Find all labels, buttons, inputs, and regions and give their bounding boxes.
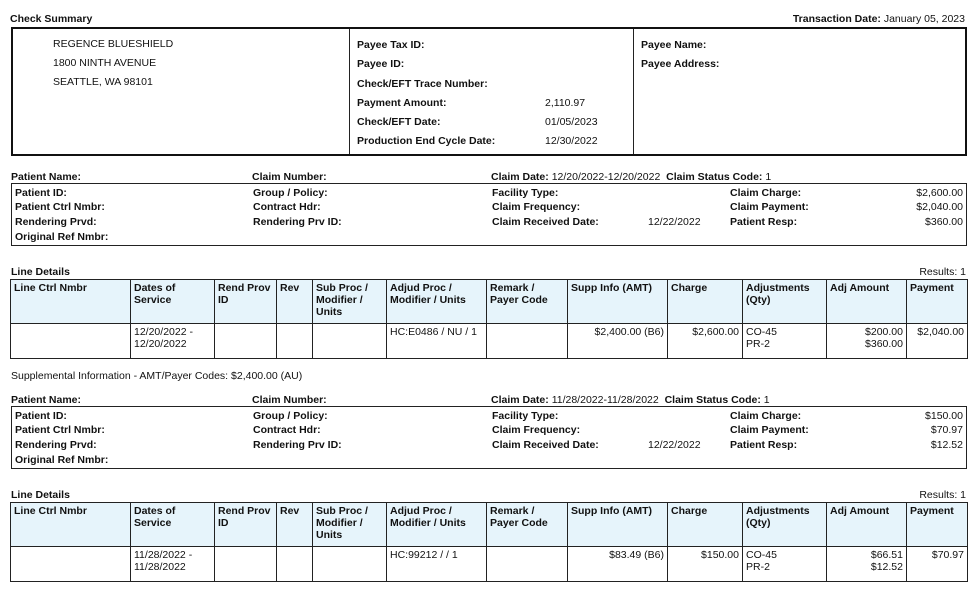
cell-adjud-proc: HC:99212 / / 1 bbox=[387, 547, 487, 582]
date-from: 12/20/2022 - bbox=[134, 326, 193, 338]
patient-id-label: Patient ID: bbox=[15, 187, 67, 199]
cell-adjustments bbox=[743, 547, 827, 582]
line-details-table bbox=[10, 279, 968, 359]
claim-received-value: 12/22/2022 bbox=[648, 439, 701, 451]
col-adj-amount: Adj Amount bbox=[827, 503, 907, 547]
patient-id-label: Patient ID: bbox=[15, 410, 67, 422]
payment-amount-label: Payment Amount: bbox=[357, 97, 447, 109]
claim-received-value: 12/22/2022 bbox=[648, 216, 701, 228]
adj-code-2: PR-2 bbox=[746, 338, 770, 350]
claim-status-value: 1 bbox=[763, 394, 770, 406]
col-sub-proc: Sub Proc / Modifier / Units bbox=[313, 503, 387, 547]
facility-type-label: Facility Type: bbox=[492, 187, 559, 199]
patient-name-label: Patient Name: bbox=[11, 394, 82, 406]
line-details-title: Line Details bbox=[11, 266, 70, 278]
facility-type-label: Facility Type: bbox=[492, 410, 559, 422]
claim-info-box bbox=[11, 406, 967, 469]
patient-ctrl-label: Patient Ctrl Nmbr: bbox=[15, 201, 105, 213]
date-to: 11/28/2022 bbox=[134, 561, 186, 573]
payer-address-1: 1800 NINTH AVENUE bbox=[53, 57, 157, 69]
payer-address-2: SEATTLE, WA 98101 bbox=[53, 76, 153, 88]
col-rev: Rev bbox=[277, 280, 313, 324]
col-line-ctrl: Line Ctrl Nmbr bbox=[11, 503, 131, 547]
col-rev: Rev bbox=[277, 503, 313, 547]
payee-address-label: Payee Address: bbox=[641, 58, 720, 70]
cell-payment: $70.97 bbox=[907, 547, 968, 582]
transaction-date bbox=[793, 13, 965, 25]
col-rend-prov: Rend Prov ID bbox=[215, 503, 277, 547]
claim-status-value: 1 bbox=[765, 171, 772, 183]
claim-number-label: Claim Number: bbox=[252, 394, 327, 406]
payee-id-label: Payee ID: bbox=[357, 58, 405, 70]
claim-status-label: Claim Status Code: bbox=[666, 171, 763, 183]
cell-charge: $150.00 bbox=[668, 547, 743, 582]
cell-rev bbox=[277, 547, 313, 582]
line-details-table bbox=[10, 502, 968, 582]
contract-hdr-label: Contract Hdr: bbox=[253, 201, 321, 213]
adj-amount-1: $66.51 bbox=[870, 549, 903, 561]
table-header-row bbox=[11, 503, 968, 547]
col-charge: Charge bbox=[668, 503, 743, 547]
claim-payment-value: $70.97 bbox=[930, 424, 963, 436]
cycle-date-label: Production End Cycle Date: bbox=[357, 135, 496, 147]
col-adjustments: Adjustments (Qty) bbox=[743, 503, 827, 547]
adj-amount-2: $360.00 bbox=[865, 338, 903, 350]
claim-frequency-label: Claim Frequency: bbox=[492, 201, 581, 213]
table-header-row bbox=[11, 280, 968, 324]
adj-code-1: CO-45 bbox=[746, 326, 777, 338]
transaction-date-label: Transaction Date: bbox=[792, 13, 881, 25]
claim-date-label: Claim Date: bbox=[491, 171, 549, 183]
rendering-prvd-label: Rendering Prvd: bbox=[15, 439, 97, 451]
patient-ctrl-label: Patient Ctrl Nmbr: bbox=[15, 424, 105, 436]
cell-sub-proc bbox=[313, 547, 387, 582]
claim-date-value: 12/20/2022-12/20/2022 bbox=[551, 171, 661, 183]
col-payment: Payment bbox=[907, 503, 968, 547]
claim-date bbox=[491, 171, 771, 183]
eft-date-value: 01/05/2023 bbox=[545, 116, 598, 128]
table-row bbox=[11, 324, 968, 359]
col-dates: Dates of Service bbox=[131, 280, 215, 324]
claim-received-label: Claim Received Date: bbox=[492, 216, 599, 228]
claim-charge-label: Claim Charge: bbox=[730, 410, 802, 422]
cell-line-ctrl bbox=[11, 547, 131, 582]
col-adjud-proc: Adjud Proc / Modifier / Units bbox=[387, 503, 487, 547]
transaction-date-value: January 05, 2023 bbox=[883, 13, 965, 25]
col-payment: Payment bbox=[907, 280, 968, 324]
cell-supp-info: $2,400.00 (B6) bbox=[568, 324, 668, 359]
payment-amount-value: 2,110.97 bbox=[545, 97, 586, 109]
trace-number-label: Check/EFT Trace Number: bbox=[357, 78, 488, 90]
col-remark: Remark / Payer Code bbox=[487, 280, 568, 324]
col-adj-amount: Adj Amount bbox=[827, 280, 907, 324]
rendering-prvd-label: Rendering Prvd: bbox=[15, 216, 97, 228]
claim-number-label: Claim Number: bbox=[252, 171, 327, 183]
results-count: Results: 1 bbox=[919, 489, 966, 501]
date-from: 11/28/2022 - bbox=[134, 549, 193, 561]
cell-charge: $2,600.00 bbox=[668, 324, 743, 359]
rendering-prv-id-label: Rendering Prv ID: bbox=[253, 439, 342, 451]
col-supp-info: Supp Info (AMT) bbox=[568, 503, 668, 547]
original-ref-label: Original Ref Nmbr: bbox=[15, 454, 109, 466]
eft-date-label: Check/EFT Date: bbox=[357, 116, 441, 128]
cell-adj-amount bbox=[827, 547, 907, 582]
rendering-prv-id-label: Rendering Prv ID: bbox=[253, 216, 342, 228]
claim-received-label: Claim Received Date: bbox=[492, 439, 599, 451]
cycle-date-value: 12/30/2022 bbox=[545, 135, 598, 147]
col-adjustments: Adjustments (Qty) bbox=[743, 280, 827, 324]
patient-resp-label: Patient Resp: bbox=[730, 216, 798, 228]
line-details-title: Line Details bbox=[11, 489, 70, 501]
group-policy-label: Group / Policy: bbox=[253, 410, 328, 422]
claim-payment-label: Claim Payment: bbox=[730, 424, 809, 436]
col-supp-info: Supp Info (AMT) bbox=[568, 280, 668, 324]
claim-charge-label: Claim Charge: bbox=[730, 187, 802, 199]
patient-resp-label: Patient Resp: bbox=[730, 439, 798, 451]
cell-remark bbox=[487, 547, 568, 582]
page-title: Check Summary bbox=[10, 13, 93, 25]
claim-status-label: Claim Status Code: bbox=[664, 394, 761, 406]
col-line-ctrl: Line Ctrl Nmbr bbox=[11, 280, 131, 324]
contract-hdr-label: Contract Hdr: bbox=[253, 424, 321, 436]
supplemental-info: Supplemental Information - AMT/Payer Codes: $2,400.00 (AU) bbox=[11, 370, 303, 382]
cell-adjustments bbox=[743, 324, 827, 359]
col-rend-prov: Rend Prov ID bbox=[215, 280, 277, 324]
date-to: 12/20/2022 bbox=[134, 338, 187, 350]
claim-frequency-label: Claim Frequency: bbox=[492, 424, 581, 436]
adj-amount-2: $12.52 bbox=[870, 561, 903, 573]
adj-amount-1: $200.00 bbox=[865, 326, 903, 338]
cell-rend-prov bbox=[215, 547, 277, 582]
col-adjud-proc: Adjud Proc / Modifier / Units bbox=[387, 280, 487, 324]
cell-remark bbox=[487, 324, 568, 359]
claim-payment-value: $2,040.00 bbox=[916, 201, 963, 213]
patient-resp-value: $360.00 bbox=[925, 216, 963, 228]
cell-supp-info: $83.49 (B6) bbox=[568, 547, 668, 582]
cell-rend-prov bbox=[215, 324, 277, 359]
claim-payment-label: Claim Payment: bbox=[730, 201, 809, 213]
claim-info-box bbox=[11, 183, 967, 246]
cell-dates bbox=[131, 324, 215, 359]
results-count: Results: 1 bbox=[919, 266, 966, 278]
payee-tax-id-label: Payee Tax ID: bbox=[357, 39, 425, 51]
patient-resp-value: $12.52 bbox=[930, 439, 963, 451]
cell-adj-amount bbox=[827, 324, 907, 359]
cell-dates bbox=[131, 547, 215, 582]
adj-code-2: PR-2 bbox=[746, 561, 770, 573]
cell-adjud-proc: HC:E0486 / NU / 1 bbox=[387, 324, 487, 359]
payer-name: REGENCE BLUESHIELD bbox=[53, 38, 174, 50]
cell-rev bbox=[277, 324, 313, 359]
claim-date-value: 11/28/2022-11/28/2022 bbox=[551, 394, 659, 406]
check-summary-box bbox=[11, 27, 967, 156]
cell-sub-proc bbox=[313, 324, 387, 359]
cell-line-ctrl bbox=[11, 324, 131, 359]
claim-charge-value: $2,600.00 bbox=[916, 187, 963, 199]
col-charge: Charge bbox=[668, 280, 743, 324]
patient-name-label: Patient Name: bbox=[11, 171, 82, 183]
group-policy-label: Group / Policy: bbox=[253, 187, 328, 199]
payee-name-label: Payee Name: bbox=[641, 39, 707, 51]
adj-code-1: CO-45 bbox=[746, 549, 777, 561]
col-remark: Remark / Payer Code bbox=[487, 503, 568, 547]
col-sub-proc: Sub Proc / Modifier / Units bbox=[313, 280, 387, 324]
original-ref-label: Original Ref Nmbr: bbox=[15, 231, 109, 243]
claim-charge-value: $150.00 bbox=[925, 410, 963, 422]
col-dates: Dates of Service bbox=[131, 503, 215, 547]
claim-date-label: Claim Date: bbox=[491, 394, 549, 406]
table-row bbox=[11, 547, 968, 582]
claim-date bbox=[491, 394, 770, 406]
cell-payment: $2,040.00 bbox=[907, 324, 968, 359]
